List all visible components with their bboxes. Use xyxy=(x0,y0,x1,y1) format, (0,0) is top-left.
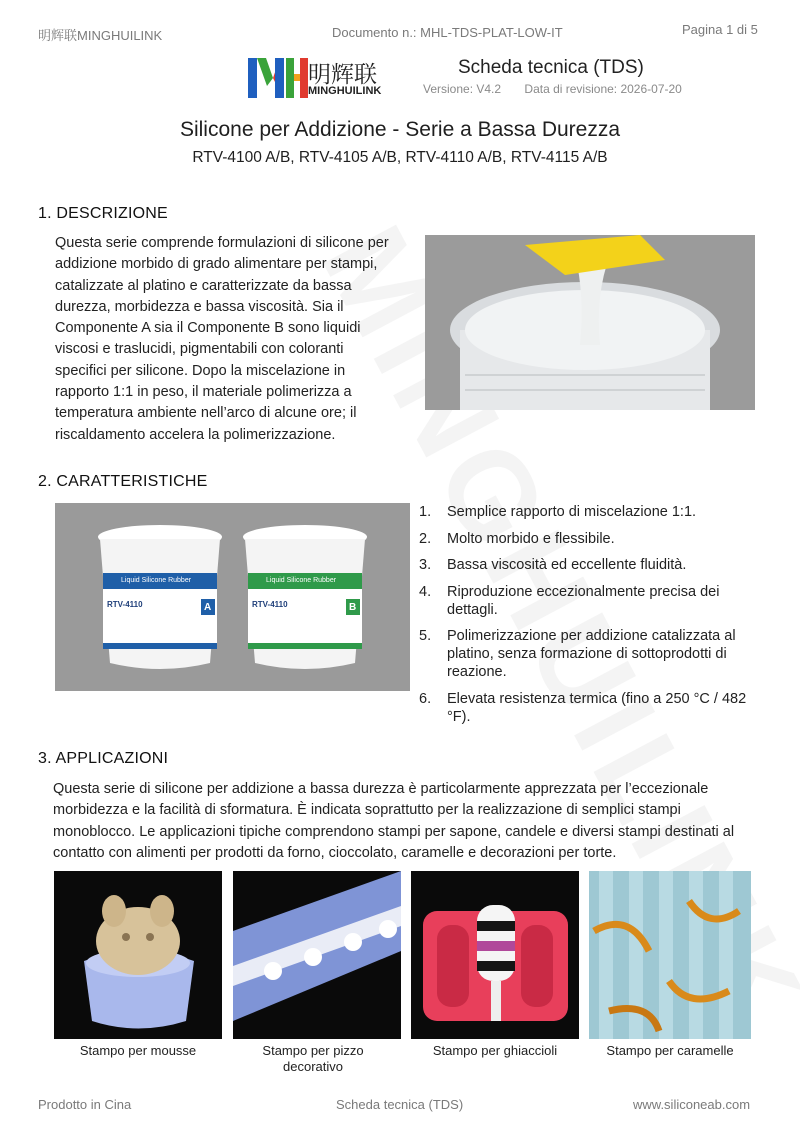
applicazioni-line: contatto con alimenti per prodotti da forno, cioccolato, caramelle e decorazioni per torte. xyxy=(53,844,617,861)
footer-origin: Prodotto in Cina xyxy=(38,1097,132,1112)
descrizione-text xyxy=(55,233,415,446)
descrizione-line: addizione morbido di grado alimentare per stampi, xyxy=(55,256,378,273)
descrizione-line: durezza, morbidezza e bassa viscosità. Sia il xyxy=(55,298,344,315)
caption-lace: Stampo per pizzo decorativo xyxy=(262,1043,364,1074)
header-brand: 明辉联MINGHUILINK xyxy=(38,28,163,43)
popsicle-mold-image xyxy=(411,871,579,1039)
descrizione-line: specifici per silicone. Dopo la miscelazione in xyxy=(55,362,346,379)
logo-chinese: 明辉联 xyxy=(308,62,377,88)
feature-item: 2. Molto morbido e flessibile. xyxy=(419,530,615,547)
descrizione-line: Questa serie comprende formulazioni di silicone per xyxy=(55,235,389,251)
document-number: Documento n.: MHL-TDS-PLAT-LOW-IT xyxy=(332,25,563,40)
descrizione-line: temperatura ambiente nell’arco di alcune ore; il xyxy=(55,405,357,422)
applicazioni-line: monoblocco. Le applicazioni tipiche comprendono stampi per sapone, candele e diversi stampi destinati al xyxy=(53,823,735,840)
caption-candy: Stampo per caramelle xyxy=(606,1043,734,1058)
mousse-mold-image xyxy=(54,871,222,1039)
bucket-a-label: Liquid Silicone Rubber xyxy=(121,577,192,584)
candy-mold-image xyxy=(589,871,751,1039)
bucket-a-code: RTV-4110 xyxy=(107,600,143,609)
feature-item: 5. Polimerizzazione per addizione catalizzata al platino, senza formazione di sottoprodotti di reazione. xyxy=(419,628,736,680)
bucket-b-label: Liquid Silicone Rubber xyxy=(266,577,337,584)
section-heading-caratteristiche: 2. CARATTERISTICHE xyxy=(38,473,208,490)
bucket-a-letter: A xyxy=(204,602,212,613)
tds-title: Scheda tecnica (TDS) xyxy=(458,57,644,78)
revision-date: Data di revisione: 2026-07-20 xyxy=(524,82,682,96)
silicone-pouring-photo xyxy=(425,235,755,410)
company-logo xyxy=(246,56,386,100)
descrizione-line: Componente A sia il Componente B sono liquidi xyxy=(55,320,361,337)
feature-item: 3. Bassa viscosità ed eccellente fluidità. xyxy=(419,557,687,573)
document-subtitle: RTV-4100 A/B, RTV-4105 A/B, RTV-4110 A/B, RTV-4115 A/B xyxy=(192,149,608,166)
caption-popsicle: Stampo per ghiaccioli xyxy=(432,1043,558,1058)
descrizione-line: riscaldamento accelera la polimerizzazione. xyxy=(55,426,336,443)
logo-latin: MINGHUILINK xyxy=(308,85,382,97)
version: Versione: V4.2 xyxy=(423,82,502,96)
footer-website[interactable]: www.siliconeab.com xyxy=(633,1097,751,1112)
feature-item: 6. Elevata resistenza termica (fino a 250 °C / 482 °F). xyxy=(419,690,747,725)
applicazioni-text xyxy=(53,779,773,864)
bucket-b-letter: B xyxy=(349,602,357,613)
section-heading-descrizione: 1. DESCRIZIONE xyxy=(38,205,168,222)
bucket-b-code: RTV-4110 xyxy=(252,600,288,609)
lace-mold-image xyxy=(233,871,401,1039)
features-list xyxy=(419,503,764,734)
descrizione-line: rapporto 1:1 in peso, il materiale polimerizza a xyxy=(55,384,352,401)
descrizione-line: catalizzate al platino e caratterizzate da bassa xyxy=(55,277,352,294)
document-title: Silicone per Addizione - Serie a Bassa Durezza xyxy=(179,118,621,141)
feature-item: 1. Semplice rapporto di miscelazione 1:1. xyxy=(419,504,697,520)
footer-doc-type: Scheda tecnica (TDS) xyxy=(336,1097,464,1112)
section-heading-applicazioni: 3. APPLICAZIONI xyxy=(38,750,169,767)
caption-mousse: Stampo per mousse xyxy=(79,1043,197,1058)
applicazioni-line: morbidezza e la facilità di sformatura. È indicata soprattutto per la realizzazione di semplici stampi xyxy=(53,802,681,819)
feature-item: 4. Riproduzione eccezionalmente precisa dei dettagli. xyxy=(419,583,720,618)
applicazioni-line: Questa serie di silicone per addizione a bassa durezza è particolarmente apprezzata per l’eccezionale xyxy=(53,781,709,797)
product-buckets-photo xyxy=(55,503,410,691)
page-indicator: Pagina 1 di 5 xyxy=(682,22,758,37)
descrizione-line: viscosi e traslucidi, pigmentabili con coloranti xyxy=(55,341,344,358)
version-meta xyxy=(423,82,702,96)
